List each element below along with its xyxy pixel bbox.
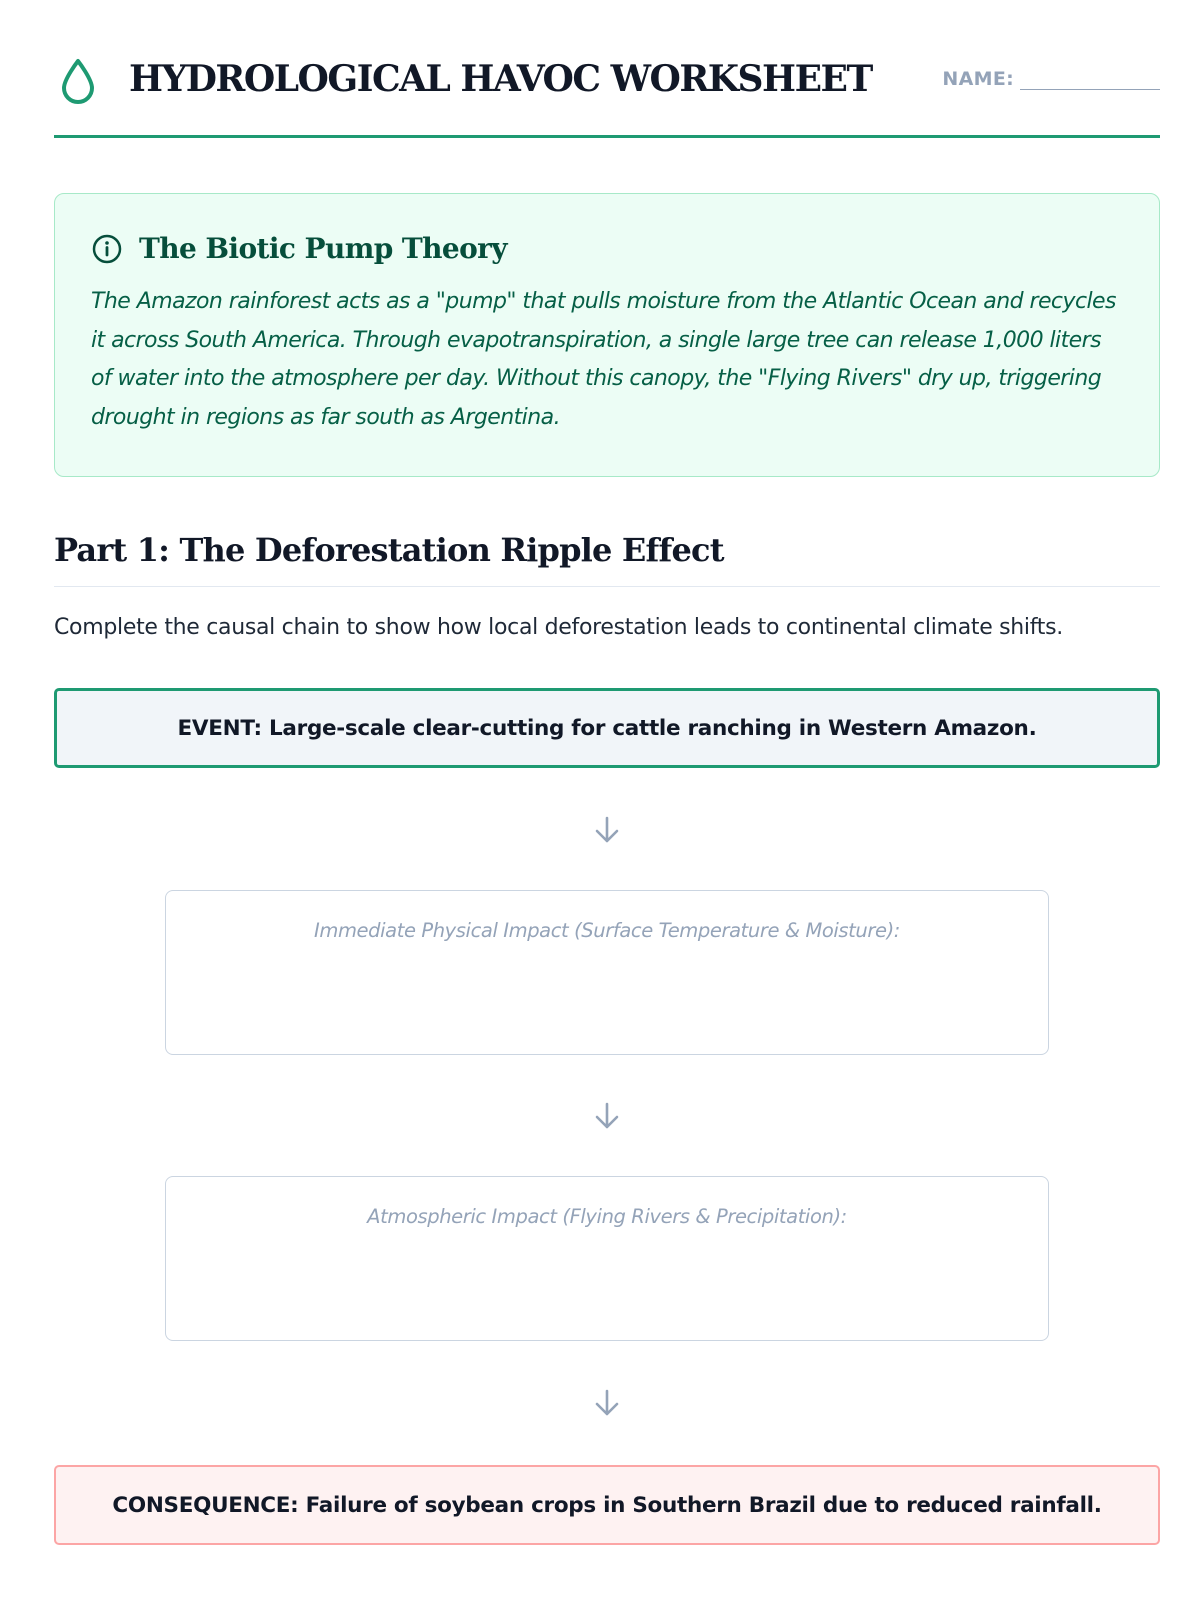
arrow-down-icon <box>591 1100 623 1132</box>
info-box-header <box>91 232 1125 265</box>
worksheet-title: HYDROLOGICAL HAVOC WORKSHEET <box>129 58 872 100</box>
water-drop-icon <box>58 57 98 107</box>
biotic-pump-info-box <box>54 193 1160 477</box>
event-box: EVENT: Large-scale clear-cutting for cattle ranching in Western Amazon. <box>54 688 1160 768</box>
info-box-title: The Biotic Pump Theory <box>139 232 507 265</box>
worksheet-page <box>54 0 1160 1518</box>
worksheet-header <box>54 0 1160 138</box>
name-label: NAME: <box>942 68 1014 90</box>
name-blank-line[interactable] <box>1020 69 1160 90</box>
atmospheric-impact-label: Atmospheric Impact (Flying Rivers & Precipitation): <box>367 1205 847 1228</box>
arrow-down-icon <box>591 1387 623 1419</box>
arrow-down-icon <box>591 814 623 846</box>
info-box-text: The Amazon rainforest acts as a "pump" that pulls moisture from the Atlantic Ocean and recycles it across South America. Through evapotranspiration, a single large tree can release 1,000 liters of water into the atmosphere per day. Without this canopy, the "Flying Rivers" dry up, triggering drought in regions as far south as Argentina. <box>91 289 1116 430</box>
part-1-description: Complete the causal chain to show how local deforestation leads to continental climate shifts. <box>54 615 1063 640</box>
consequence-box: CONSEQUENCE: Failure of soybean crops in Southern Brazil due to reduced rainfall. <box>54 1465 1160 1545</box>
physical-impact-answer-box[interactable] <box>165 890 1049 1055</box>
name-field[interactable] <box>942 68 1160 90</box>
atmospheric-impact-answer-box[interactable] <box>165 1176 1049 1341</box>
physical-impact-label: Immediate Physical Impact (Surface Temperature & Moisture): <box>314 919 900 942</box>
info-circle-icon <box>91 233 123 265</box>
part-1-title: Part 1: The Deforestation Ripple Effect <box>54 531 1160 587</box>
